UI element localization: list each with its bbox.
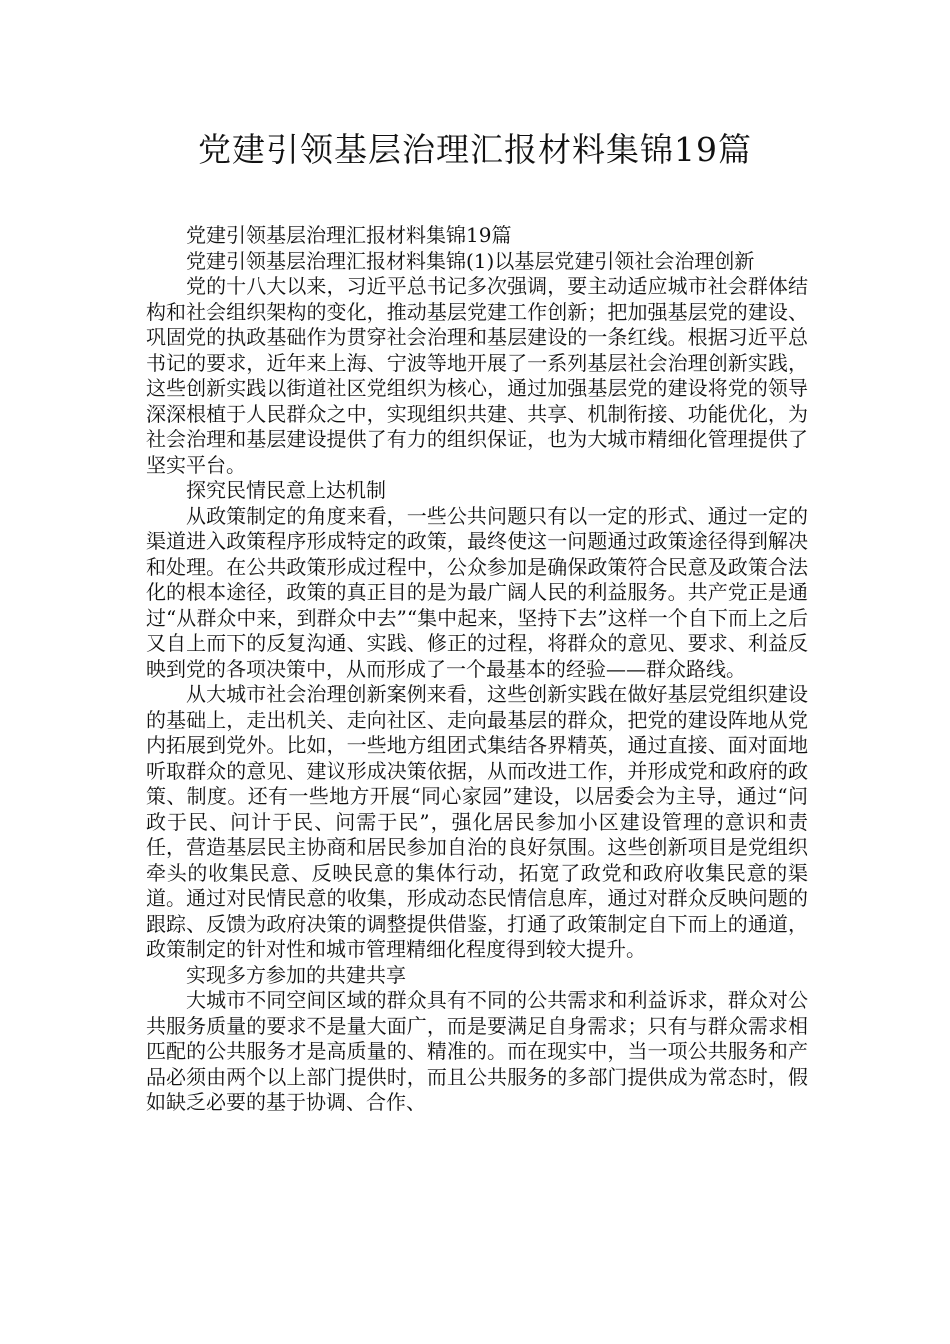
paragraph-subtitle: 党建引领基层治理汇报材料集锦19篇 xyxy=(186,223,512,247)
paragraph-heading-cobuild: 实现多方参加的共建共享 xyxy=(186,962,406,987)
document-title: 党建引领基层治理汇报材料集锦19篇 xyxy=(198,130,752,169)
paragraph-body: 大城市不同空间区域的群众具有不同的公共需求和利益诉求，群众对公共服务质量的要求不是量大面广，而是要满足自身需求；只有与群众需求相匹配的公共服务才是高质量的、精准的。而在现实中，当一项公共服务和产品必须由两个以上部门提供时，而且公共服务的多部门提供成为常态时，假如缺乏必要的基于协调、合作、 xyxy=(146,988,808,1114)
document-body xyxy=(146,223,808,1116)
paragraph-body: 从政策制定的角度来看，一些公共问题只有以一定的形式、通过一定的渠道进入政策程序形成特定的政策，最终使这一问题通过政策途径得到解决和处理。在公共政策形成过程中，公众参加是确保政策符合民意及政策合法化的根本途径，政策的真正目的是为最广阔人民的利益服务。共产党正是通过“从群众中来，到群众中去”“集中起来，坚持下去”这样一个自下而上之后又自上而下的反复沟通、实践、修正的过程，将群众的意见、要求、利益反映到党的各项决策中，从而形成了一个最基本的经验——群众路线。 xyxy=(146,503,808,681)
paragraph-heading-mechanism: 探究民情民意上达机制 xyxy=(186,478,386,502)
paragraph-section-heading: 党建引领基层治理汇报材料集锦(1)以基层党建引领社会治理创新 xyxy=(186,248,755,273)
paragraph-body: 从大城市社会治理创新案例来看，这些创新实践在做好基层党组织建设的基础上，走出机关、走向社区、走向最基层的群众，把党的建设阵地从党内拓展到党外。比如，一些地方组团式集结各界精英，通过直接、面对面地听取群众的意见、建议形成决策依据，从而改进工作，并形成党和政府的政策、制度。还有一些地方开展“同心家园”建设，以居委会为主导，通过“问政于民、问计于民、问需于民”，强化居民参加小区建设管理的意识和责任，营造基层民主协商和居民参加自治的良好氛围。这些创新项目是党组织牵头的收集民意、反映民意的集体行动，拓宽了政党和政府收集民意的渠道。通过对民情民意的收集，形成动态民情信息库，通过对群众反映问题的跟踪、反馈为政府决策的调整提供借鉴，打通了政策制定自下而上的通道，政策制定的针对性和城市管理精细化程度得到较大提升。 xyxy=(146,682,808,961)
paragraph-body: 党的十八大以来，习近平总书记多次强调，要主动适应城市社会群体结构和社会组织架构的变化，推动基层党建工作创新；把加强基层党的建设、巩固党的执政基础作为贯穿社会治理和基层建设的一条红线。根据习近平总书记的要求，近年来上海、宁波等地开展了一系列基层社会治理创新实践，这些创新实践以街道社区党组织为核心，通过加强基层党的建设将党的领导深深根植于人民群众之中，实现组织共建、共享、机制衔接、功能优化，为社会治理和基层建设提供了有力的组织保证，也为大城市精细化管理提供了坚实平台。 xyxy=(146,274,808,477)
